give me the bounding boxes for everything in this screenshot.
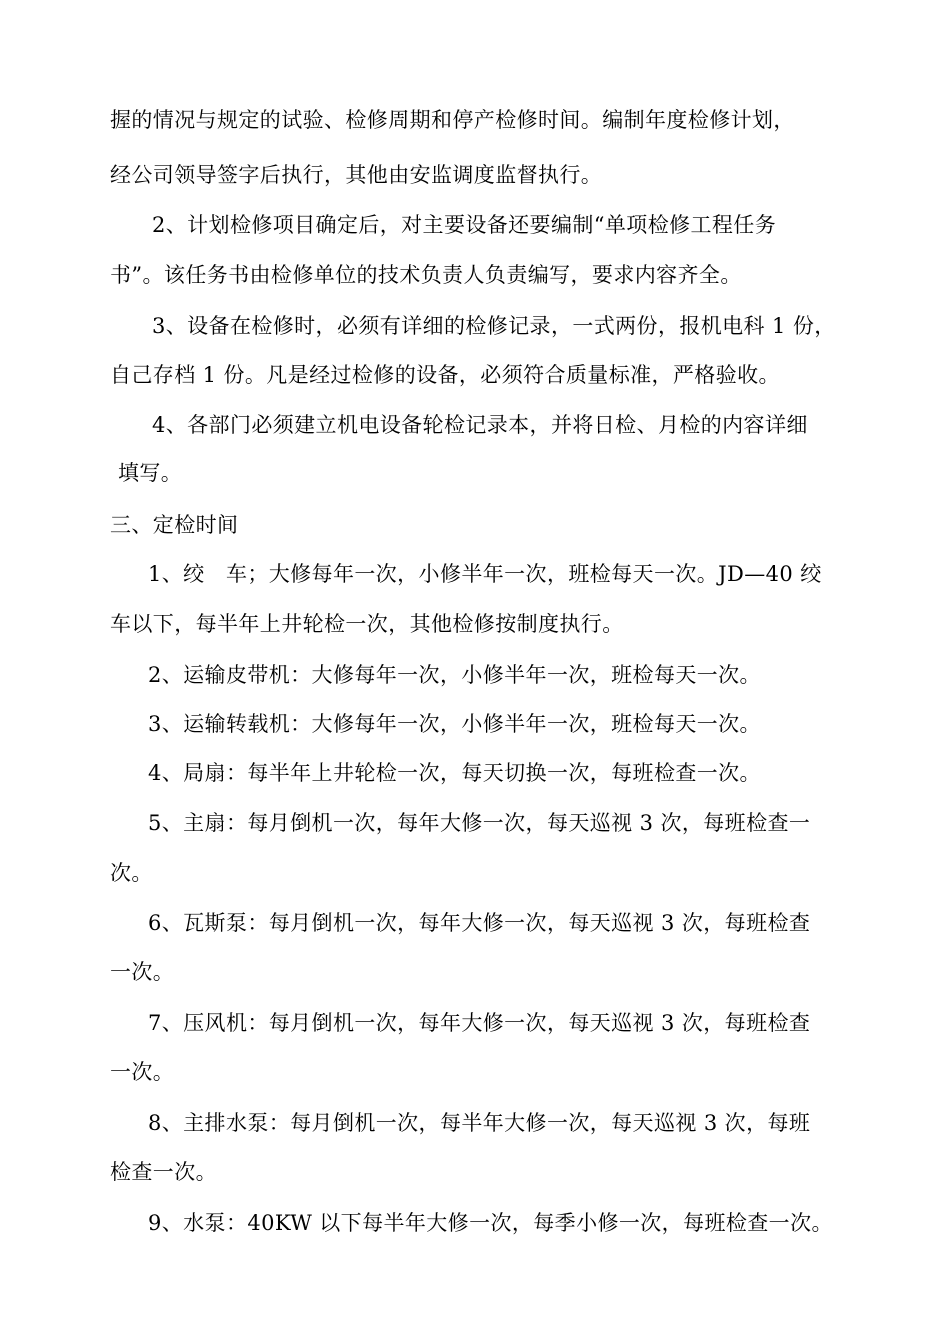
text-line: 3、设备在检修时，必须有详细的检修记录，一式两份，报机电科 1 份， [152,314,836,338]
section-heading: 三、定检时间 [110,513,239,537]
text-line: 2、计划检修项目确定后，对主要设备还要编制“单项检修工程任务 [152,213,777,237]
text-line: 9、水泵：40KW 以下每半年大修一次，每季小修一次，每班检查一次。 [148,1211,833,1235]
text-line: 5、主扇：每月倒机一次，每年大修一次，每天巡视 3 次，每班检查一 [148,811,811,835]
text-line: 书”。该任务书由检修单位的技术负责人负责编写，要求内容齐全。 [110,263,742,287]
text-line: 握的情况与规定的试验、检修周期和停产检修时间。编制年度检修计划， [110,108,795,132]
text-line: 8、主排水泵：每月倒机一次，每半年大修一次，每天巡视 3 次，每班 [148,1111,811,1135]
text-line: 填写。 [118,461,183,485]
text-line: 车以下，每半年上井轮检一次，其他检修按制度执行。 [110,612,624,636]
text-line: 一次。 [110,1060,175,1084]
text-line: 自己存档 1 份。凡是经过检修的设备，必须符合质量标准，严格验收。 [110,363,780,387]
text-line: 次。 [110,861,153,885]
text-line: 6、瓦斯泵：每月倒机一次，每年大修一次，每天巡视 3 次，每班检查 [148,911,811,935]
text-line: 3、运输转载机：大修每年一次，小修半年一次，班检每天一次。 [148,712,761,736]
text-line: 7、压风机：每月倒机一次，每年大修一次，每天巡视 3 次，每班检查 [148,1011,811,1035]
text-line: 2、运输皮带机：大修每年一次，小修半年一次，班检每天一次。 [148,663,761,687]
text-line: 4、局扇：每半年上井轮检一次，每天切换一次，每班检查一次。 [148,761,761,785]
text-line: 1、绞 车；大修每年一次，小修半年一次，班检每天一次。JD—40 绞 [148,562,822,586]
text-line: 检查一次。 [110,1160,217,1184]
text-line: 一次。 [110,960,175,984]
text-line: 经公司领导签字后执行，其他由安监调度监督执行。 [110,163,603,187]
text-line: 4、各部门必须建立机电设备轮检记录本，并将日检、月检的内容详细 [152,413,808,437]
